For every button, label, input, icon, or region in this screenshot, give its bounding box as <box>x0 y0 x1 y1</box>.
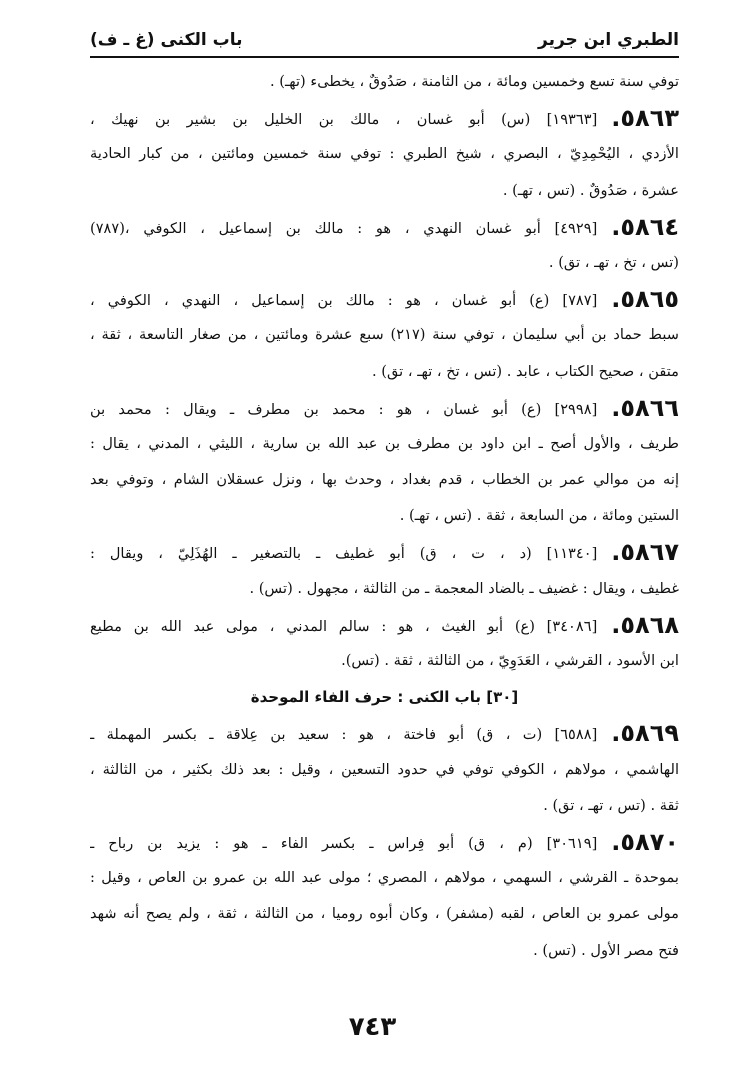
entry-first-line <box>90 390 679 426</box>
running-header <box>90 20 679 58</box>
text-line <box>90 752 679 788</box>
header-book-title: الطبري ابن جرير <box>538 30 679 50</box>
entry-number: ٥٨٦٥. <box>611 285 679 314</box>
line-text: [٣٠٦١٩] (م ، ق) أبو فِراس ـ بكسر الفاء ـ هو : يزيد بن رباح ـ <box>90 834 598 852</box>
entry-number: ٥٨٦٤. <box>611 212 679 241</box>
line-text: طريف ، والأول أصح ـ ابن داود بن مطرف بن عبد الله بن سارية ، الليثي ، المدني ، يقال : <box>90 434 679 452</box>
text-line <box>90 896 679 932</box>
entry-first-line <box>90 607 679 643</box>
line-text: [٢٩٩٨] (ع) أبو غسان ، هو : محمد بن مطرف ـ ويقال : محمد بن <box>90 400 598 418</box>
line-text: ابن الأسود ، القرشي ، العَدَوِيّ ، من الثالثة ، ثقة . (تس). <box>341 652 679 669</box>
line-text: الهاشمي ، مولاهم ، الكوفي توفي في حدود التسعين ، وقيل : بعد ذلك بكثير ، من الثالثة ، <box>90 760 679 778</box>
text-line <box>90 354 679 390</box>
line-text: توفي سنة تسع وخمسين ومائة ، من الثامنة ، صَدُوقٌ ، يخطىء (تهـ) . <box>269 73 679 90</box>
entry-number: ٥٨٧٠. <box>611 827 679 856</box>
text-line <box>90 173 679 209</box>
entry-first-line <box>90 281 679 317</box>
text-line <box>90 643 679 679</box>
page-number: ٧٤٣ <box>348 1012 397 1042</box>
entry-number: ٥٨٦٩. <box>611 719 679 748</box>
entry-first-line <box>90 534 679 570</box>
text-line <box>90 136 679 172</box>
line-text: متقن ، صحيح الكتاب ، عابد . (تس ، تخ ، تهـ ، تق) . <box>372 362 679 380</box>
line-text: فتح مصر الأول . (تس) . <box>533 941 679 959</box>
line-text: مولى عمرو بن العاص ، لقبه (مشفر) ، وكان أبوه روميا ، من الثالثة ، ثقة ، ولم يصح أنه شهد <box>90 905 679 923</box>
line-text: الأزدي ، اليُحْمِدِيّ ، البصري ، شيخ الطبري : توفي سنة خمسين ومائتين ، من كبار الحادية <box>90 145 679 163</box>
section-heading: [٣٠] باب الكنى : حرف الفاء الموحدة <box>250 688 519 707</box>
text-line <box>90 426 679 462</box>
entry-first-line <box>90 824 679 860</box>
line-text: [١٩٣٦٣] (س) أبو غسان ، مالك بن الخليل بن بشير بن نهيك ، <box>90 111 598 129</box>
line-text: ثقة . (تس ، تهـ ، تق) . <box>543 796 679 814</box>
entry-first-line <box>90 715 679 751</box>
entry-number: ٥٨٦٦. <box>611 393 679 422</box>
line-text: [٧٨٧] (ع) أبو غسان ، هو : مالك بن إسماعيل ، النهدي ، الكوفي ، <box>90 292 598 310</box>
entry-number: ٥٨٦٣. <box>611 104 679 133</box>
text-line <box>90 860 679 896</box>
header-chapter-title: باب الكنى (غ ـ ف) <box>90 30 243 50</box>
line-text: [١١٣٤٠] (د ، ت ، ق) أبو غطيف ـ بالتصغير ـ الهُذَلِيّ ، ويقال : <box>90 545 598 563</box>
line-text: سبط حماد بن أبي سليمان ، توفي سنة (٢١٧) سبع عشرة ومائتين ، من صغار التاسعة ، ثقة ، <box>90 326 679 344</box>
entry-first-line <box>90 209 679 245</box>
line-text: إنه من موالي عمر بن الخطاب ، قدم بغداد ، وحدث بها ، ونزل عسقلان الشام ، وتوفي بعد <box>90 471 679 489</box>
line-text: (تس ، تخ ، تهـ ، تق) . <box>548 253 679 271</box>
line-text: [٣٤٠٨٦] (ع) أبو الغيث ، هو : سالم المدني ، مولى عبد الله بن مطيع <box>90 617 598 635</box>
line-text: عشرة ، صَدُوقٌ . (تس ، تهـ) . <box>502 181 679 199</box>
entry-first-line <box>90 100 679 136</box>
text-line <box>90 317 679 353</box>
line-text: [٦٥٨٨] (ت ، ق) أبو فاختة ، هو : سعيد بن عِلاقة ـ بكسر المهملة ـ <box>90 726 598 744</box>
line-text: [٤٩٢٩] أبو غسان النهدي ، هو : مالك بن إسماعيل ، الكوفي ،(٧٨٧) <box>90 219 598 237</box>
entry-number: ٥٨٦٧. <box>611 538 679 567</box>
text-line <box>90 933 679 969</box>
entry-number: ٥٨٦٨. <box>611 610 679 639</box>
text-line <box>90 245 679 281</box>
text-line <box>90 64 679 100</box>
text-line <box>90 571 679 607</box>
page-body <box>90 64 679 969</box>
text-line <box>90 788 679 824</box>
line-text: غطيف ، ويقال : غضيف ـ بالضاد المعجمة ـ من الثالثة ، مجهول . (تس) . <box>249 579 679 597</box>
text-line <box>90 498 679 534</box>
line-text: الستين ومائة ، من السابعة ، ثقة . (تس ، تهـ) . <box>399 507 679 525</box>
text-line <box>90 462 679 498</box>
line-text: بموحدة ـ القرشي ، السهمي ، مولاهم ، المصري ؛ مولى عبد الله بن عمرو بن العاص ، وقيل : <box>90 869 679 887</box>
